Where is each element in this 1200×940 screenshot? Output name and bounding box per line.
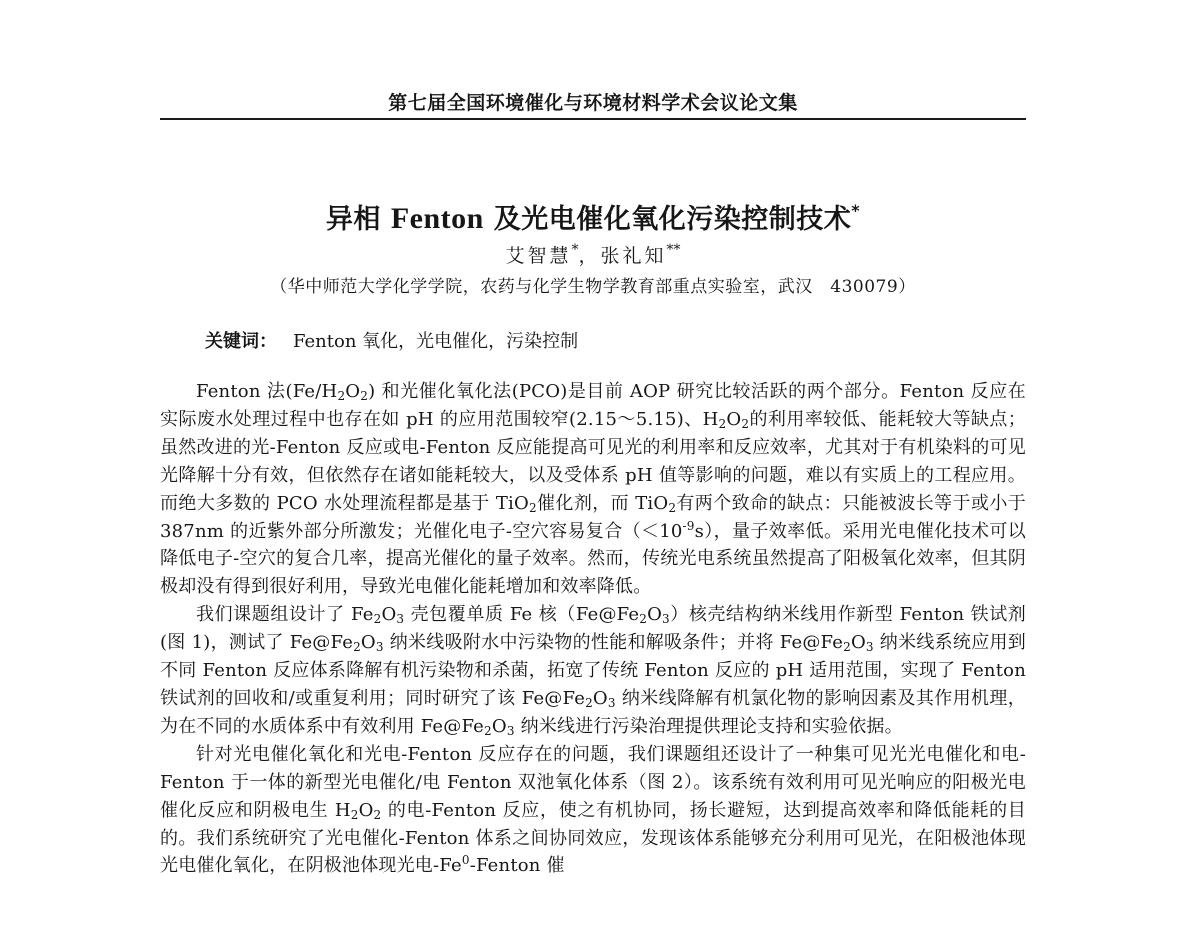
keywords-text: Fenton 氧化，光电催化，污染控制 bbox=[293, 331, 579, 352]
author-mark: ** bbox=[666, 242, 681, 258]
title-footnote-mark: * bbox=[851, 201, 861, 220]
subscript: 3 bbox=[662, 612, 670, 627]
title-prefix: 异相 bbox=[325, 204, 391, 235]
subscript: 2 bbox=[843, 640, 851, 655]
paragraph: 针对光电催化氧化和光电-Fenton 反应存在的问题，我们课题组还设计了一种集可见光光电催化和电-Fenton 于一体的新型光电催化/电 Fenton 双池氧化体系（图 2）。该系统有效利用可见光响应的阳极光电催化反应和阴极电生 $H_2O_2$ 的电-Fenton 反应，使之有机协同，扬长避短，达到提高效率和降低能耗的目的。我们系统研究了光电催化-Fenton 体系之间协同效应，发现该体系能够充分利用可见光，在阳极池体现光电催化氧化，在阴极池体现光电-Fe$^0$-Fenton 催 bbox=[160, 743, 1026, 877]
author-name: 艾智慧 bbox=[505, 245, 572, 267]
subscript: 3 bbox=[506, 723, 515, 738]
subscript: 3 bbox=[396, 612, 405, 627]
superscript: -9 bbox=[682, 518, 695, 533]
subscript: 2 bbox=[353, 640, 361, 655]
subscript: 2 bbox=[337, 389, 346, 403]
subscript: 3 bbox=[607, 695, 616, 710]
subscript: 2 bbox=[484, 723, 492, 738]
subscript: 2 bbox=[528, 500, 537, 515]
subscript: 2 bbox=[373, 612, 382, 627]
subscript: 2 bbox=[668, 500, 677, 515]
paper-title bbox=[160, 197, 1026, 236]
body-text bbox=[160, 378, 1026, 880]
superscript: 0 bbox=[461, 853, 470, 868]
title-latin: Fenton bbox=[390, 202, 484, 235]
subscript: 2 bbox=[639, 612, 648, 627]
subscript: 2 bbox=[373, 807, 382, 822]
subscript: 2 bbox=[741, 416, 750, 431]
subscript: 3 bbox=[865, 640, 874, 655]
keywords-label: 关键词： bbox=[205, 331, 277, 352]
keywords-line bbox=[205, 327, 578, 353]
subscript: 2 bbox=[350, 807, 359, 822]
subscript: 2 bbox=[360, 389, 369, 403]
subscript: 2 bbox=[718, 416, 727, 431]
title-suffix: 及光电催化氧化污染控制技术 bbox=[483, 204, 852, 235]
header-rule bbox=[160, 118, 1026, 120]
paragraph: Fenton 法$(Fe/H_2O_2)$ 和光催化氧化法(PCO)是目前 AOP 研究比较活跃的两个部分。Fenton 反应在实际废水处理过程中也存在如 pH 的应用范围较窄(2.15～5.15)、$H_2O_2$的利用率较低、能耗较大等缺点；虽然改进的光-Fenton 反应或电-Fenton 反应能提高可见光的利用率和反应效率，尤其对于有机染料的可见光降解十分有效，但依然存在诸如能耗较大，以及受体系 pH 值等影响的问题，难以有实质上的工程应用。而绝大多数的 PCO 水处理流程都是基于 TiO$_2$催化剂，而 TiO$_2$有两个致命的缺点：只能被波长等于或小于 387nm 的近紫外部分所激发；光催化电子-空穴容易复合$(<10^{-9}s)$，量子效率低。采用光电催化技术可以降低电子-空穴的复合几率，提高光催化的量子效率。然而，传统光电系统虽然提高了阳极氧化效率，但其阴极却没有得到很好利用，导致光电催化能耗增加和效率降低。 bbox=[160, 381, 1026, 598]
author-list bbox=[160, 241, 1026, 268]
paragraph: 我们课题组设计了 $Fe_2O_3$ 壳包覆单质 Fe 核$(Fe@Fe_2O_3)$核壳结构纳米线用作新型 Fenton 铁试剂(图 1)，测试了 $Fe@Fe_2O_3$ 纳米线吸附水中污染物的性能和解吸条件；并将 $Fe@Fe_2O_3$ 纳米线系统应用到不同 Fenton 反应体系降解有机污染物和杀菌，拓宽了传统 Fenton 反应的 pH 适用范围，实现了 Fenton 铁试剂的回收和/或重复利用；同时研究了该 $Fe@Fe_2O_3$ 纳米线降解有机氯化物的影响因素及其作用机理，为在不同的水质体系中有效利用 $Fe@Fe_2O_3$ 纳米线进行污染治理提供理论支持和实验依据。 bbox=[160, 604, 1026, 738]
author-mark: * bbox=[571, 242, 579, 258]
author-name: 张礼知 bbox=[600, 245, 667, 267]
subscript: 2 bbox=[585, 695, 593, 710]
subscript: 3 bbox=[375, 640, 384, 655]
author-separator: ， bbox=[578, 245, 601, 267]
affiliation: （华中师范大学化学学院，农药与化学生物学教育部重点实验室，武汉 430079） bbox=[270, 277, 916, 297]
running-header: 第七届全国环境催化与环境材料学术会议论文集 bbox=[388, 92, 798, 114]
